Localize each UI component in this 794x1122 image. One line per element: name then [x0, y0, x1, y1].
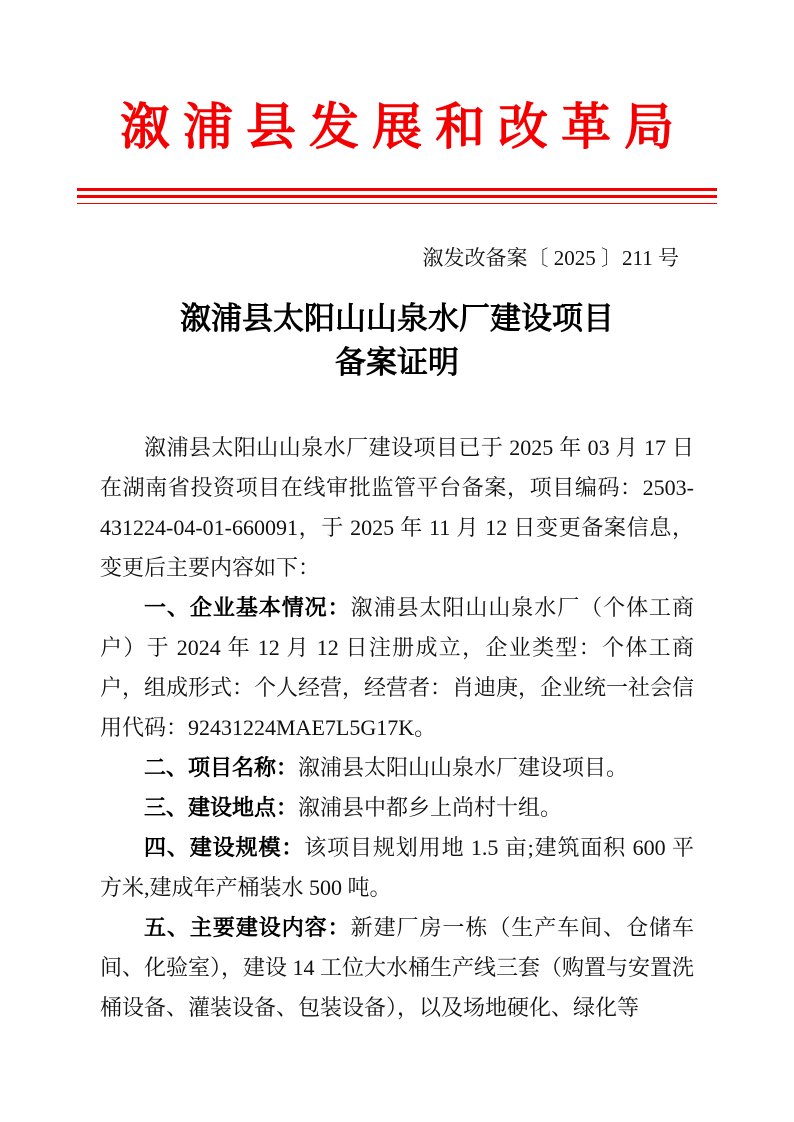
paragraph-section-2: [100, 748, 694, 788]
paragraph-section-5: [100, 908, 694, 1028]
paragraph-section-1: [100, 588, 694, 748]
paragraph-text: 溆浦县中都乡上尚村十组。: [298, 795, 563, 820]
divider-line-medium: [77, 195, 717, 198]
document-reference-number: 溆发改备案〔 2025 〕211 号: [422, 246, 679, 270]
document-title-line2: 备案证明: [335, 345, 459, 380]
document-title: [0, 297, 794, 385]
paragraph-text: 溆浦县太阳山山泉水厂（个体工商户）于 2024 年 12 月 12 日注册成立，企业类型：个体工商户，组成形式：个人经营，经营者：肖迪庚，企业统一社会信用代码：92431224MAE7L5G17K。: [100, 595, 695, 740]
paragraph-label: 四、建设规模：: [144, 835, 305, 860]
paragraph-section-4: [100, 828, 694, 908]
paragraph-text: 溆浦县太阳山山泉水厂建设项目。: [298, 755, 629, 780]
paragraph-label: 一、企业基本情况：: [144, 595, 351, 620]
document-body: [100, 428, 694, 1028]
agency-masthead: 溆浦县发展和改革局: [120, 99, 687, 155]
divider-line-thick: [77, 188, 717, 191]
paragraph-text: 溆浦县太阳山山泉水厂建设项目已于 2025 年 03 月 17 日在湖南省投资项目在线审批监管平台备案，项目编码：2503-431224-04-01-660091，于 2025 年 11 月 12 日变更备案信息，变更后主要内容如下：: [100, 435, 694, 580]
divider-line-thin: [77, 203, 717, 204]
document-title-line1: 溆浦县太阳山山泉水厂建设项目: [180, 301, 614, 336]
paragraph-text: 该项目规划用地 1.5 亩;建筑面积 600 平方米,建成年产桶装水 500 吨。: [100, 835, 694, 900]
masthead-divider: [77, 188, 717, 204]
paragraph-label: 三、建设地点：: [144, 795, 299, 820]
paragraph-intro: [100, 428, 694, 588]
paragraph-section-3: [100, 788, 694, 828]
paragraph-text: 新建厂房一栋（生产车间、仓储车间、化验室），建设 14 工位大水桶生产线三套（购置与安置洗桶设备、灌装设备、包装设备），以及场地硬化、绿化等: [100, 915, 695, 1020]
paragraph-label: 五、主要建设内容：: [144, 915, 351, 940]
paragraph-label: 二、项目名称：: [144, 755, 299, 780]
